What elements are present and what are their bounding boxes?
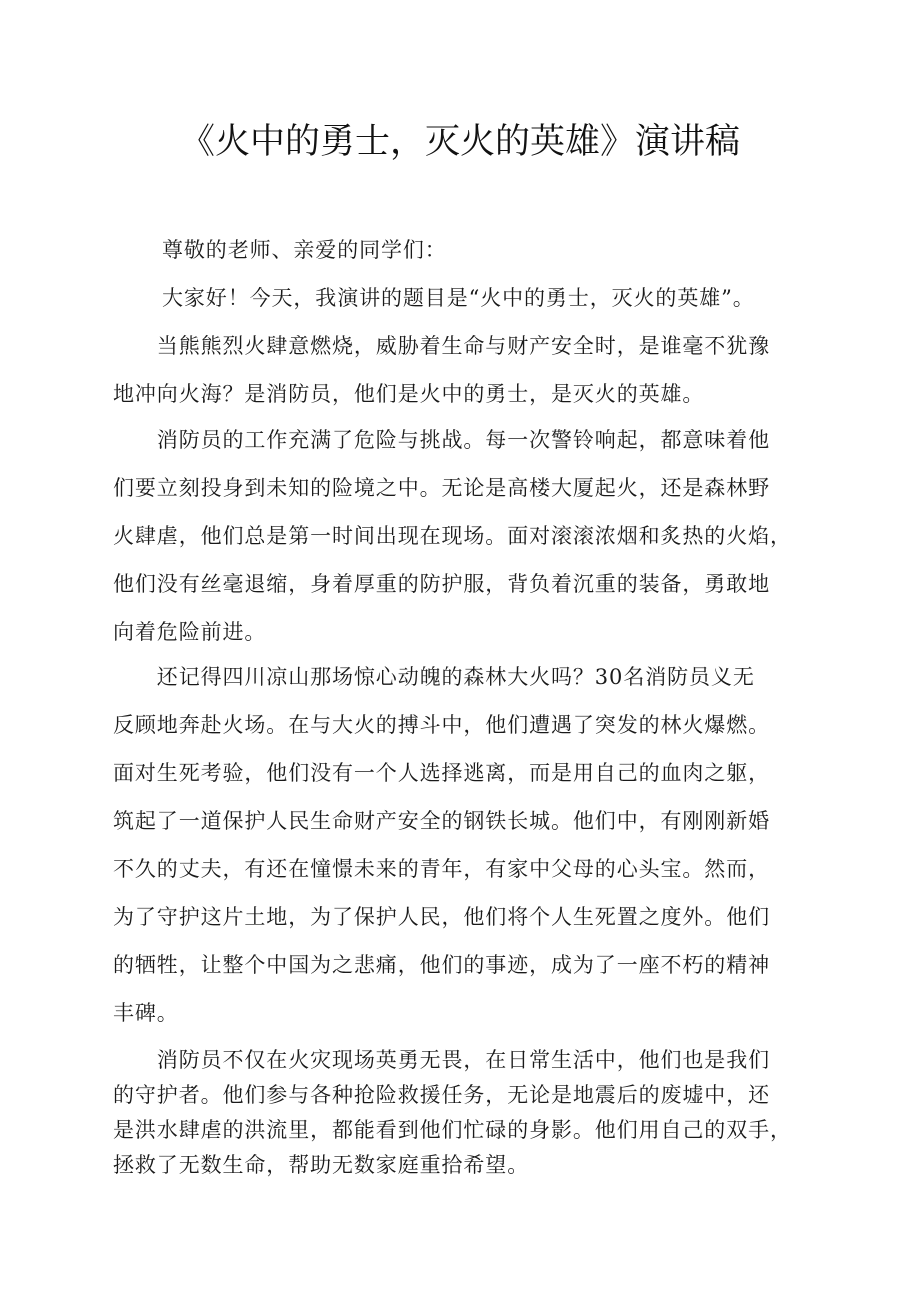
guardian-paragraph: 消防员不仅在火灾现场英勇无畏，在日常生活中，他们也是我们 的守护者。他们参与各种抢险救援任务，无论是地震后的废墟中，还 是洪水肆虐的洪流里，都能看到他们忙碌的身影。他们用自己的双手， 拯救了无数生命，帮助无数家庭重拾希望。	[113, 1048, 792, 1177]
work-paragraph: 消防员的工作充满了危险与挑战。每一次警铃响起，都意味着他 们要立刻投身到未知的险境之中。无论是高楼大厦起火，还是森林野 火肆虐，他们总是第一时间出现在现场。面对滚滚浓烟和炙热的火焰， 他们没有丝毫退缩，身着厚重的防护服，背负着沉重的装备，勇敢地 向着危险前进。	[113, 428, 792, 644]
liangshan-paragraph: 还记得四川凉山那场惊心动魄的森林大火吗？30名消防员义无 反顾地奔赴火场。在与大火的搏斗中，他们遭遇了突发的林火爆燃。 面对生死考验，他们没有一个人选择逃离，而是用自己的血肉之躯， 筑起了一道保护人民生命财产安全的钢铁长城。他们中，有刚刚新婚 不久的丈夫，有还在憧憬未来的青年，有家中父母的心头宝。然而， 为了守护这片土地，为了保护人民，他们将个人生死置之度外。他们 的牺牲，让整个中国为之悲痛，他们的事迹，成为了一座不朽的精神 丰碑。	[113, 665, 770, 1025]
greeting-paragraph: 大家好！今天，我演讲的题目是“火中的勇士，灭火的英雄”。	[162, 286, 755, 310]
document-title: 《火中的勇士，灭火的英雄》演讲稿	[179, 122, 740, 162]
intro-paragraph: 当熊熊烈火肆意燃烧，威胁着生命与财产安全时，是谁毫不犹豫 地冲向火海？是消防员，他们是火中的勇士，是灭火的英雄。	[113, 334, 770, 406]
salutation-paragraph: 尊敬的老师、亲爱的同学们：	[162, 238, 447, 262]
